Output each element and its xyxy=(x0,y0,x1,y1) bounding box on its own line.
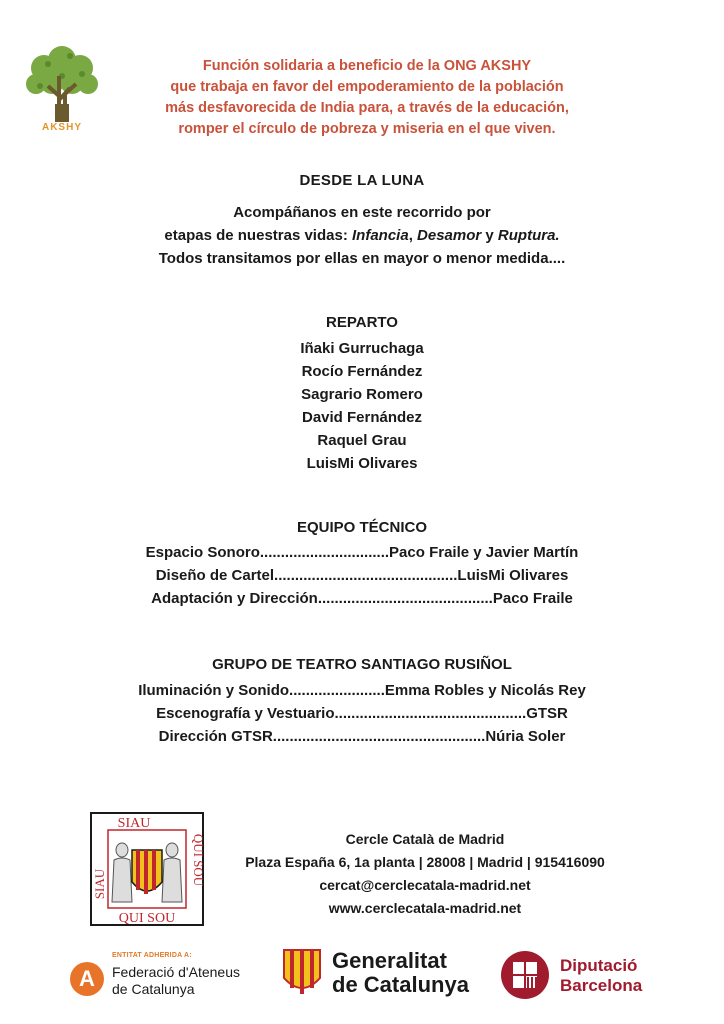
intro-line: más desfavorecida de India para, a través de la educación, xyxy=(165,100,569,116)
play-description xyxy=(0,201,724,270)
seal-graphic xyxy=(90,812,204,926)
tree-icon xyxy=(22,46,102,124)
cercle-name: Cercle Català de Madrid xyxy=(345,831,505,847)
cast-member: Sagrario Romero xyxy=(301,386,423,403)
tech-credits xyxy=(0,541,724,610)
cast-member: LuisMi Olivares xyxy=(306,455,418,472)
seal-top-text: SIAU xyxy=(117,816,151,831)
federacio-name xyxy=(112,964,240,998)
federacio-ateneus-logo xyxy=(70,948,270,1008)
seal-bottom-text: QUI SOU xyxy=(118,911,176,926)
credit-line: Escenografía y Vestuario..............................................GTSR xyxy=(156,705,568,722)
diputacio-line: Diputació xyxy=(560,956,638,975)
cercle-website[interactable]: www.cerclecatala-madrid.net xyxy=(328,900,522,916)
diputacio-name xyxy=(560,956,642,996)
cercle-catala-seal xyxy=(90,812,204,926)
stage-desamor: Desamor xyxy=(417,227,482,244)
cast-member: Raquel Grau xyxy=(317,432,407,449)
desc-sep: y xyxy=(481,227,498,244)
generalitat-shield-icon xyxy=(282,948,322,996)
stage-infancia: Infancia xyxy=(352,227,409,244)
cercle-address: Plaza España 6, 1a planta | 28008 | Madrid | 915416090 xyxy=(245,854,605,870)
federacio-a-icon xyxy=(70,962,104,996)
credit-line: Iluminación y Sonido.......................Emma Robles y Nicolás Rey xyxy=(138,682,586,699)
cast-list xyxy=(0,337,724,475)
cercle-contact xyxy=(200,828,650,920)
federacio-line: Federació d'Ateneus xyxy=(112,964,240,980)
stage-ruptura: Ruptura. xyxy=(497,227,560,244)
seal-right-text: QUI SOU xyxy=(191,833,206,887)
desc-text: etapas de nuestras vidas: xyxy=(164,227,352,244)
cercle-email[interactable]: cercat@cerclecatala-madrid.net xyxy=(319,877,531,893)
desc-line xyxy=(0,224,724,247)
credit-line: Diseño de Cartel............................................LuisMi Olivares xyxy=(155,567,569,584)
group-credits xyxy=(0,679,724,748)
tech-heading: EQUIPO TÉCNICO xyxy=(296,519,427,536)
credit-line: Adaptación y Dirección..........................................Paco Fraile xyxy=(151,590,573,607)
akshy-logo xyxy=(22,46,102,136)
generalitat-line: Generalitat xyxy=(332,948,447,973)
generalitat-logo xyxy=(282,946,482,1002)
intro-line: romper el círculo de pobreza y miseria en el que viven. xyxy=(178,121,556,137)
cast-member: David Fernández xyxy=(301,409,423,426)
desc-sep: , xyxy=(408,227,418,244)
cast-heading: REPARTO xyxy=(326,314,398,331)
intro-text xyxy=(110,56,624,140)
diputacio-line: Barcelona xyxy=(560,976,643,995)
desc-line: Todos transitamos por ellas en mayor o menor medida.... xyxy=(158,250,566,267)
cast-member: Iñaki Gurruchaga xyxy=(300,340,424,357)
generalitat-line: de Catalunya xyxy=(332,972,469,997)
cast-member: Rocío Fernández xyxy=(301,363,423,380)
generalitat-name xyxy=(332,949,469,997)
federacio-icon-letter: A xyxy=(79,966,95,991)
play-title: DESDE LA LUNA xyxy=(299,172,425,189)
diputacio-emblem-icon xyxy=(500,950,550,1000)
intro-line: Función solidaria a beneficio de la ONG AKSHY xyxy=(202,58,532,74)
group-heading: GRUPO DE TEATRO SANTIAGO RUSIÑOL xyxy=(212,656,512,673)
diputacio-barcelona-logo xyxy=(500,948,670,1004)
credit-line: Espacio Sonoro...............................Paco Fraile y Javier Martín xyxy=(145,544,579,561)
federacio-line: de Catalunya xyxy=(112,981,195,997)
intro-line: que trabaja en favor del empoderamiento de la población xyxy=(170,79,564,95)
credit-line: Dirección GTSR...................................................Núria Soler xyxy=(158,728,566,745)
desc-line: Acompáñanos en este recorrido por xyxy=(233,204,491,221)
federacio-small-label: ENTITAT ADHERIDA A: xyxy=(112,952,192,959)
seal-left-text: SIAU xyxy=(92,868,107,900)
akshy-logo-text: AKSHY xyxy=(41,122,82,133)
